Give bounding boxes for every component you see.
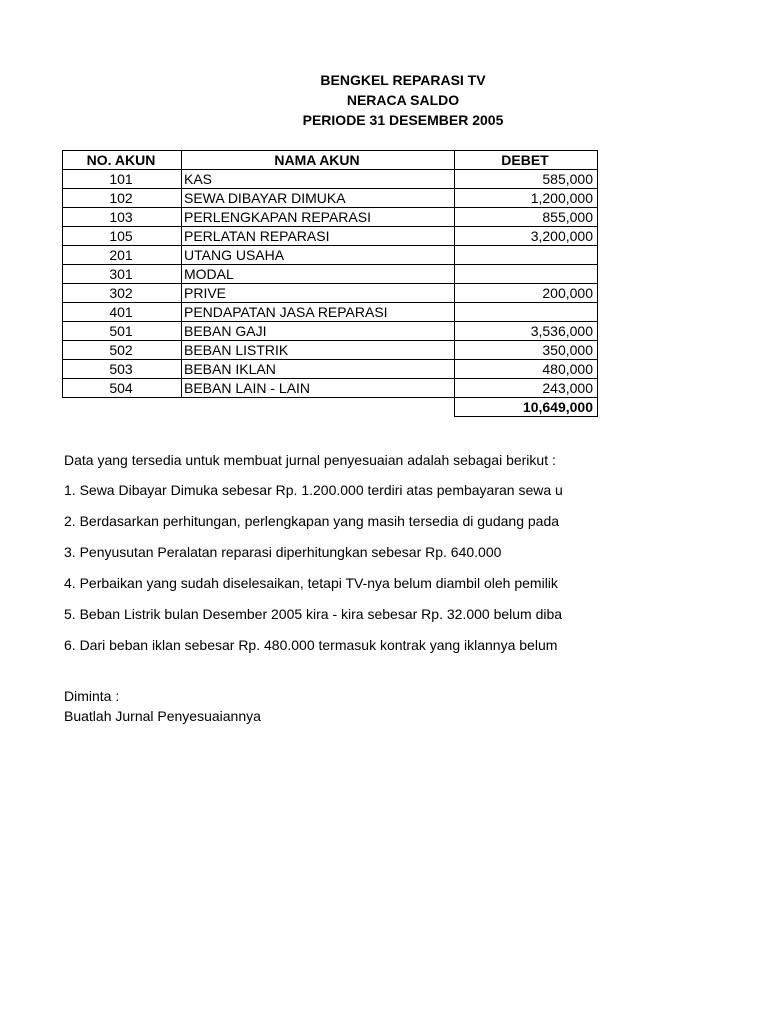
- column-header-nama-akun: NAMA AKUN: [182, 151, 455, 170]
- debit-amount: [455, 246, 598, 265]
- table-row: [63, 227, 598, 246]
- account-number: 102: [63, 189, 182, 208]
- debit-amount: 243,000: [455, 379, 598, 398]
- note-item: 1. Sewa Dibayar Dimuka sebesar Rp. 1.200.000 terdiri atas pembayaran sewa u: [64, 482, 563, 498]
- column-header-no-akun: NO. AKUN: [63, 151, 182, 170]
- debit-amount: [455, 265, 598, 284]
- note-item: 5. Beban Listrik bulan Desember 2005 kira - kira sebesar Rp. 32.000 belum diba: [64, 606, 563, 622]
- empty-cell: [63, 398, 182, 417]
- request-label: Diminta :: [64, 688, 120, 704]
- table-row: [63, 208, 598, 227]
- account-number: 201: [63, 246, 182, 265]
- document-title: [62, 70, 598, 130]
- note-item: 3. Penyusutan Peralatan reparasi diperhitungkan sebesar Rp. 640.000: [64, 544, 502, 560]
- report-name: NERACA SALDO: [346, 92, 460, 108]
- account-number: 502: [63, 341, 182, 360]
- account-name: SEWA DIBAYAR DIMUKA: [182, 189, 455, 208]
- trial-balance-table: [62, 150, 598, 417]
- debit-amount: 3,200,000: [455, 227, 598, 246]
- account-number: 501: [63, 322, 182, 341]
- debit-amount: 585,000: [455, 170, 598, 189]
- account-number: 503: [63, 360, 182, 379]
- account-name: KAS: [182, 170, 455, 189]
- table-row: [63, 265, 598, 284]
- debit-amount: 855,000: [455, 208, 598, 227]
- table-row: [63, 322, 598, 341]
- assignment-request: [64, 686, 261, 726]
- account-number: 105: [63, 227, 182, 246]
- note-item: 4. Perbaikan yang sudah diselesaikan, tetapi TV-nya belum diambil oleh pemilik: [64, 575, 558, 591]
- debit-amount: 3,536,000: [455, 322, 598, 341]
- account-name: BEBAN LISTRIK: [182, 341, 455, 360]
- table-row: [63, 379, 598, 398]
- table-row: [63, 189, 598, 208]
- account-name: MODAL: [182, 265, 455, 284]
- account-name: BEBAN IKLAN: [182, 360, 455, 379]
- notes-intro: Data yang tersedia untuk membuat jurnal penyesuaian adalah sebagai berikut :: [64, 452, 556, 468]
- note-item: 2. Berdasarkan perhitungan, perlengkapan yang masih tersedia di gudang pada: [64, 513, 560, 529]
- table-row: [63, 360, 598, 379]
- table-row: [63, 246, 598, 265]
- empty-cell: [182, 398, 455, 417]
- column-header-debet: DEBET: [455, 151, 598, 170]
- account-name: BEBAN GAJI: [182, 322, 455, 341]
- total-debit: 10,649,000: [455, 398, 598, 417]
- account-name: UTANG USAHA: [182, 246, 455, 265]
- account-number: 401: [63, 303, 182, 322]
- account-name: PENDAPATAN JASA REPARASI: [182, 303, 455, 322]
- account-name: PERLATAN REPARASI: [182, 227, 455, 246]
- account-number: 302: [63, 284, 182, 303]
- debit-amount: 1,200,000: [455, 189, 598, 208]
- note-item: 6. Dari beban iklan sebesar Rp. 480.000 termasuk kontrak yang iklannya belum: [64, 637, 558, 653]
- account-number: 103: [63, 208, 182, 227]
- company-name: BENGKEL REPARASI TV: [320, 72, 486, 88]
- account-name: PERLENGKAPAN REPARASI: [182, 208, 455, 227]
- debit-amount: 480,000: [455, 360, 598, 379]
- request-text: Buatlah Jurnal Penyesuaiannya: [64, 708, 261, 724]
- table-row: [63, 170, 598, 189]
- account-number: 504: [63, 379, 182, 398]
- table-row: [63, 284, 598, 303]
- debit-amount: 350,000: [455, 341, 598, 360]
- account-name: BEBAN LAIN - LAIN: [182, 379, 455, 398]
- report-period: PERIODE 31 DESEMBER 2005: [302, 112, 504, 128]
- account-number: 301: [63, 265, 182, 284]
- debit-amount: 200,000: [455, 284, 598, 303]
- account-number: 101: [63, 170, 182, 189]
- table-row: [63, 341, 598, 360]
- debit-amount: [455, 303, 598, 322]
- account-name: PRIVE: [182, 284, 455, 303]
- table-header-row: [63, 151, 598, 170]
- adjustment-notes: [64, 450, 563, 666]
- table-body: [63, 170, 598, 417]
- total-row: [63, 398, 598, 417]
- table-row: [63, 303, 598, 322]
